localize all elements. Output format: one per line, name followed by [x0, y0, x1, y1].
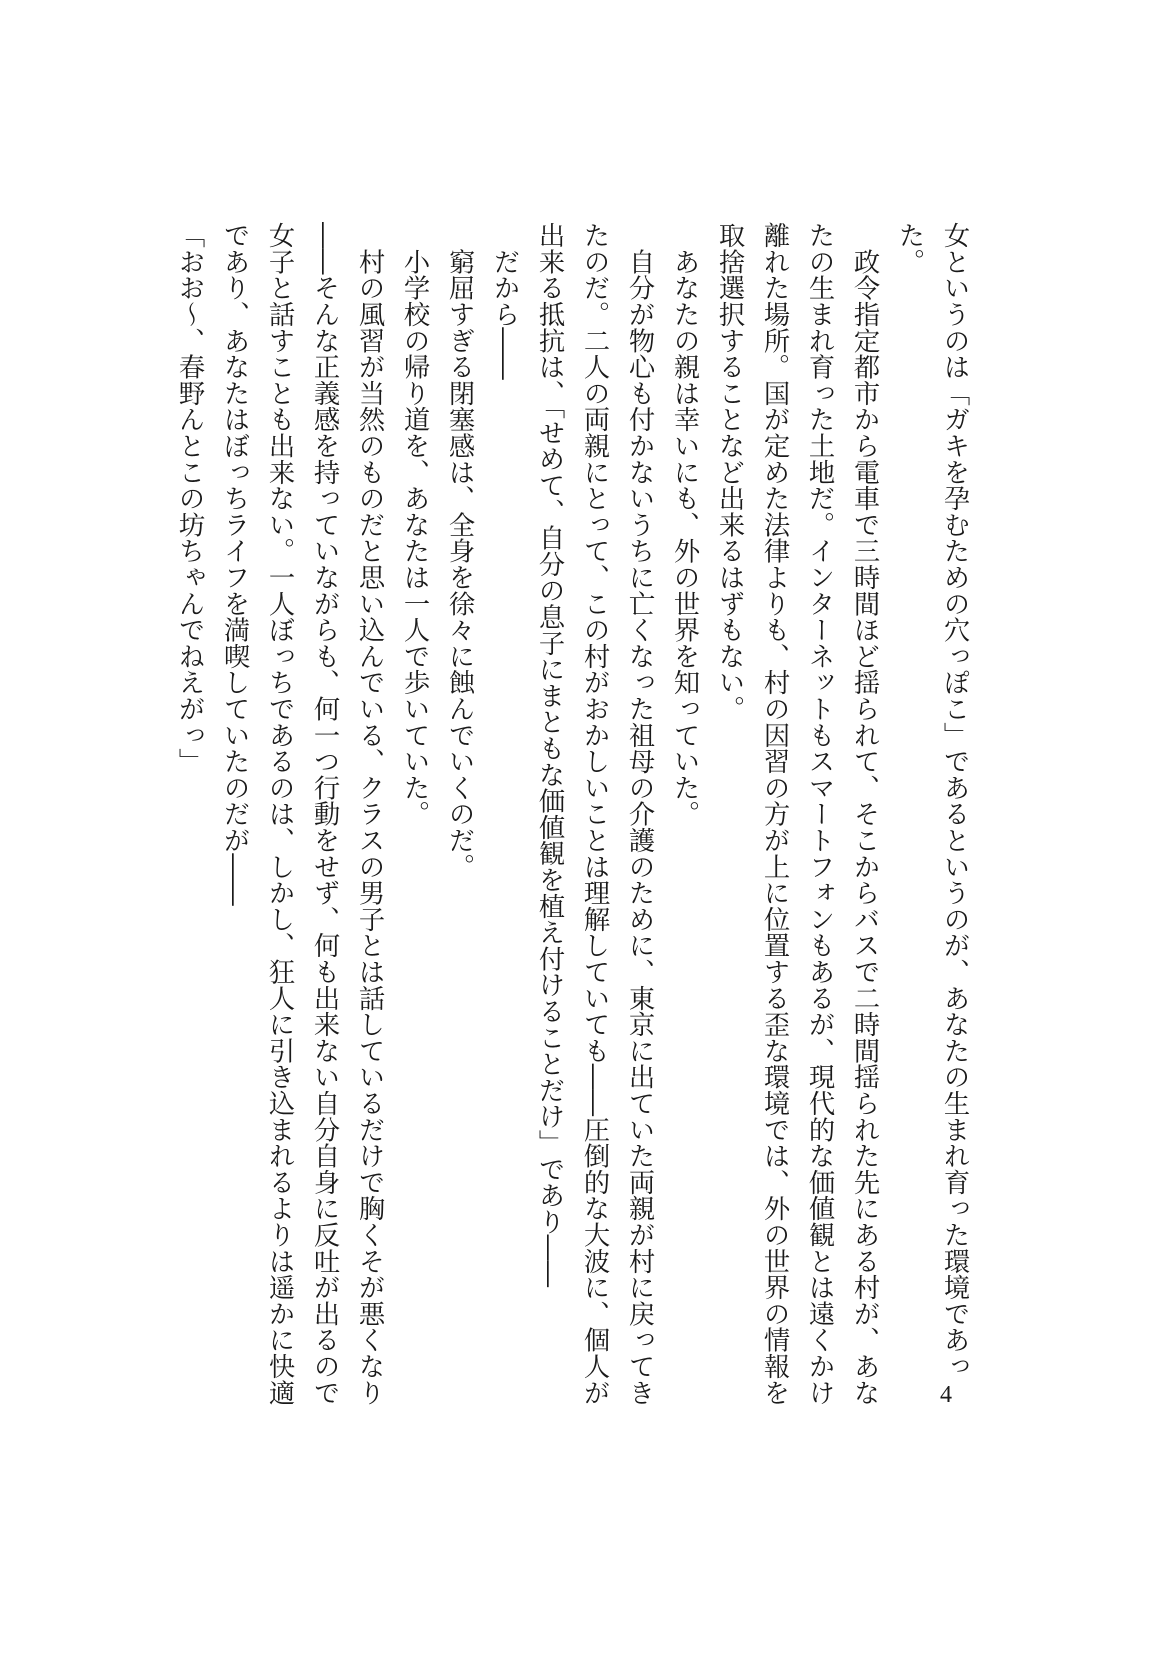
vertical-body-text [166, 222, 976, 1406]
text-column: 自分が物心も付かないうちに亡くなった祖母の介護のために、東京に出ていた両親が村に戻ってき [624, 222, 654, 1406]
text-column: あなたの親は幸いにも、外の世界を知っていた。 [669, 222, 699, 827]
text-column: たの生まれ育った土地だ。インターネットもスマートフォンもあるが、現代的な価値観とは遠くかけ [804, 222, 834, 1406]
page-number: 4 [940, 1382, 952, 1408]
text-column: 取捨選択することなど出来るはずもない。 [714, 222, 744, 722]
text-column: だから―― [489, 222, 519, 380]
text-column: 政令指定都市から電車で三時間ほど揺られて、そこからバスで二時間揺られた先にある村が、あな [849, 222, 879, 1406]
text-column: ――そんな正義感を持っていながらも、何一つ行動をせず、何も出来ない自分自身に反吐が出るので [309, 222, 339, 1406]
text-column: た。 [894, 222, 924, 275]
text-column: 小学校の帰り道を、あなたは一人で歩いていた。 [399, 222, 429, 827]
text-column: 「おお～、春野んとこの坊ちゃんでねえがっ」 [174, 222, 204, 775]
text-column: たのだ。二人の両親にとって、この村がおかしいことは理解していても――圧倒的な大波に、個人が [579, 222, 609, 1406]
text-column: 女子と話すことも出来ない。一人ぼっちであるのは、しかし、狂人に引き込まれるよりは遥かに快適 [264, 222, 294, 1406]
text-column: 出来る抵抗は、「せめて、自分の息子にまともな価値観を植え付けることだけ」であり―― [534, 222, 564, 1288]
text-column: 村の風習が当然のものだと思い込んでいる、クラスの男子とは話しているだけで胸くそが悪くなり [354, 222, 384, 1406]
text-column: 窮屈すぎる閉塞感は、全身を徐々に蝕んでいくのだ。 [444, 222, 474, 880]
text-column: であり、あなたはぼっちライフを満喫していたのだが―― [219, 222, 249, 906]
text-column: 女というのは「ガキを孕むための穴っぽこ」であるというのが、あなたの生まれ育った環境であっ [939, 222, 969, 1380]
text-column: 離れた場所。国が定めた法律よりも、村の因習の方が上に位置する歪な環境では、外の世界の情報を [759, 222, 789, 1406]
